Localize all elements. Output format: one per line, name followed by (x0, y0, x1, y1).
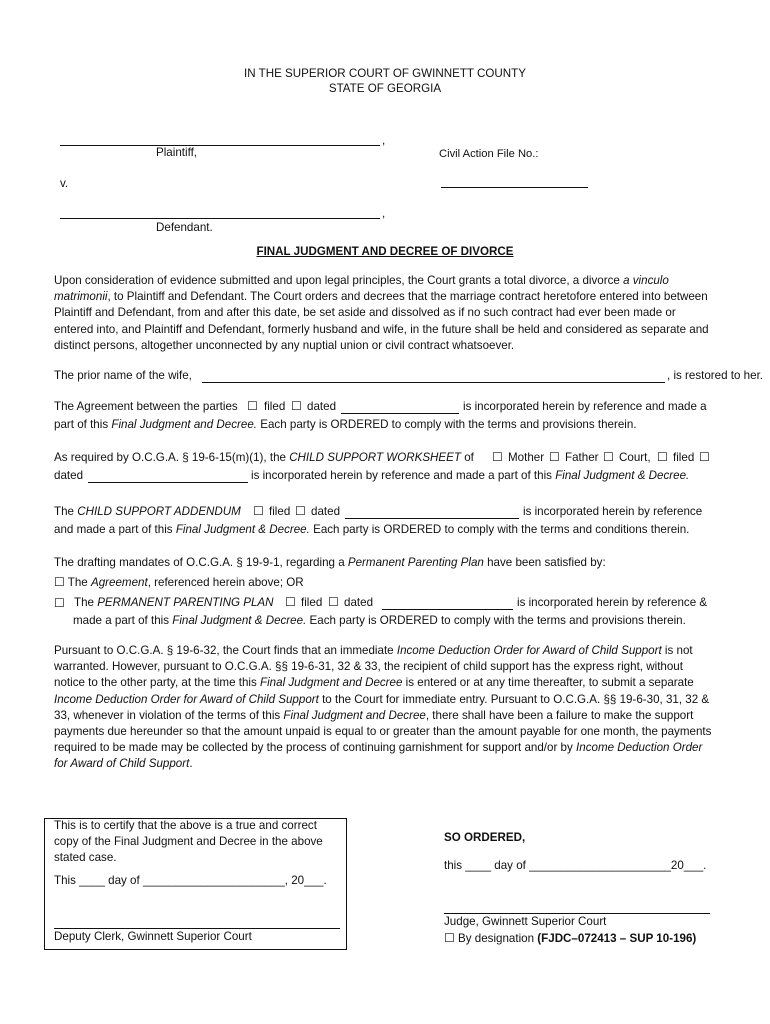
civil-action-label: Civil Action File No.: (439, 148, 539, 160)
parenting-date-field[interactable] (382, 609, 513, 610)
addendum-dated-checkbox[interactable]: ☐ (295, 504, 306, 518)
certification-date-line[interactable]: This ____ day of ______________________, 20___. (54, 874, 327, 887)
worksheet-filed-checkbox[interactable]: ☐ (657, 450, 668, 464)
worksheet-father-checkbox[interactable]: ☐ (549, 450, 560, 464)
worksheet-mother-checkbox[interactable]: ☐ (492, 450, 503, 464)
form-code: (FJDC–072413 – SUP 10-196) (537, 932, 697, 945)
court-name: IN THE SUPERIOR COURT OF GWINNETT COUNTY (244, 67, 526, 80)
addendum-row-2: and made a part of this Final Judgment & Decree. Each party is ORDERED to comply with the terms and conditions therein. (54, 523, 690, 536)
income-deduction-paragraph: Pursuant to O.C.G.A. § 19-6-32, the Court finds that an immediate Income Deduction Order for Award of Child Support is not warranted. However, pursuant to O.C.G.A. §§ 19-6-31, 32 & 33, the recipient of child support has the express right, without notice to the other party, at the time this Final Judgment and Decree is entered or at any time thereafter, to submit a separate Income Deduction Order for Award of Child Support to the Court for immediate entry. Pursuant to O.C.G.A. §§ 19-6-30, 31, 32 & 33, whenever in violation of the terms of this Final Judgment and Decree, there shall have been a failure to make the support payments due hereunder so that the amount unpaid is equal to or greater than the amount payable for one month, the payments required to be made may be collected by the process of continuing garnishment for support and/or by Income Deduction Order for Award of Child Support. (54, 644, 712, 771)
parenting-filed-checkbox[interactable]: ☐ (285, 595, 296, 609)
designation-row: ☐ By designation (FJDC–072413 – SUP 10-196) (444, 931, 697, 945)
agreement-filed-checkbox[interactable]: ☐ (247, 399, 258, 413)
state-name: STATE OF GEORGIA (328, 82, 442, 95)
agreement-dated-checkbox[interactable]: ☐ (291, 399, 302, 413)
worksheet-dated-checkbox[interactable]: ☐ (699, 450, 710, 464)
parenting-intro: The drafting mandates of O.C.G.A. § 19-9-1, regarding a Permanent Parenting Plan have been satisfied by: (54, 556, 606, 569)
defendant-name-field[interactable] (60, 218, 380, 219)
parenting-plan-checkbox[interactable]: ☐ (54, 596, 65, 610)
clerk-signature-line[interactable] (54, 928, 340, 929)
worksheet-court-checkbox[interactable]: ☐ (603, 450, 614, 464)
prior-name-row: The prior name of the wife, , is restored to her. (54, 369, 764, 382)
civil-action-number-field[interactable] (441, 187, 588, 188)
judge-label: Judge, Gwinnett Superior Court (444, 915, 607, 928)
certification-text: This is to certify that the above is a true and correct copy of the Final Judgment and Decree in the above stated case. (54, 819, 323, 864)
clerk-signer-label: Deputy Clerk, Gwinnett Superior Court (54, 930, 252, 943)
so-ordered: SO ORDERED, (444, 831, 526, 844)
worksheet-row: As required by O.C.G.A. § 19-6-15(m)(1), the CHILD SUPPORT WORKSHEET of ☐ Mother ☐ Father ☐ Court, ☐ filed ☐ (54, 450, 710, 464)
addendum-filed-checkbox[interactable]: ☐ (253, 504, 264, 518)
plaintiff-name-field[interactable] (60, 145, 380, 146)
prior-name-field[interactable] (202, 382, 665, 383)
parenting-dated-checkbox[interactable]: ☐ (328, 595, 339, 609)
addendum-date-field[interactable] (345, 518, 519, 519)
document-title: FINAL JUDGMENT AND DECREE OF DIVORCE (256, 245, 514, 258)
order-date-line[interactable]: this ____ day of ______________________20___. (444, 859, 707, 872)
agreement-row-2: part of this Final Judgment and Decree. Each party is ORDERED to comply with the terms and provisions therein. (54, 418, 637, 431)
comma: , (382, 134, 386, 147)
parenting-option-plan-2: made a part of this Final Judgment & Decree. Each party is ORDERED to comply with the terms and provisions therein. (73, 614, 686, 627)
worksheet-date-field[interactable] (88, 482, 248, 483)
defendant-label: Defendant. (156, 221, 213, 234)
comma: , (382, 207, 386, 220)
parenting-option-plan: ☐ The PERMANENT PARENTING PLAN ☐ filed ☐ dated is incorporated herein by reference & (54, 595, 708, 610)
worksheet-row-2: dated is incorporated herein by reference and made a part of this Final Judgment & Decree. (54, 469, 690, 482)
agreement-row: The Agreement between the parties ☐ filed ☐ dated is incorporated herein by reference and made a (54, 399, 707, 413)
certification-box (44, 818, 347, 950)
agreement-date-field[interactable] (341, 413, 459, 414)
plaintiff-label: Plaintiff, (156, 146, 198, 159)
judge-signature-line[interactable] (444, 913, 710, 914)
addendum-row: The CHILD SUPPORT ADDENDUM ☐ filed ☐ dated is incorporated herein by reference (54, 504, 703, 518)
designation-checkbox[interactable]: ☐ (444, 931, 455, 945)
divorce-paragraph: Upon consideration of evidence submitted and upon legal principles, the Court grants a total divorce, a divorce a vinculo matrimonii, to Plaintiff and Defendant. The Court orders and decrees that the marriage contract heretofore entered into between Plaintiff and Defendant, from and after this date, be set aside and dissolved as if no such contract had ever been made or entered into, and Plaintiff and Defendant, formerly husband and wife, in the future shall be held and considered as separate and distinct persons, altogether unconnected by any nuptial union or civil contract whatsoever. (54, 274, 709, 352)
parenting-option-agreement: ☐ The Agreement, referenced herein above; OR (54, 575, 304, 589)
parenting-agreement-checkbox[interactable]: ☐ (54, 575, 65, 589)
versus-label: v. (60, 177, 69, 190)
